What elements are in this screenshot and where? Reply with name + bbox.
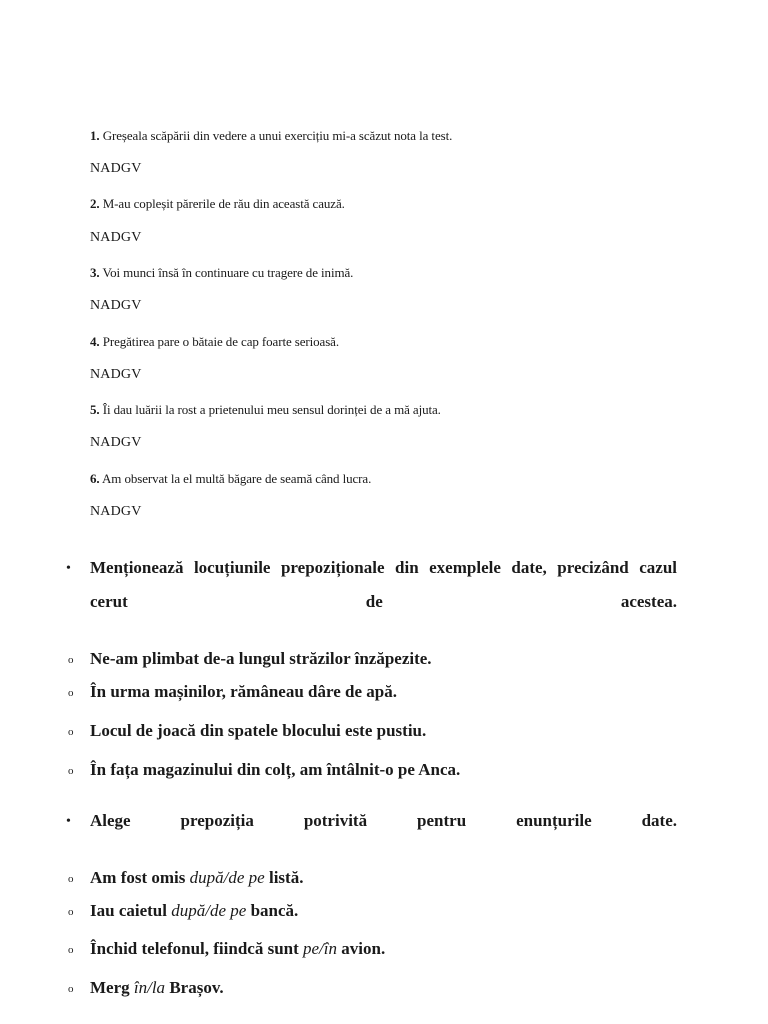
- exercise-3-code: NADGV: [90, 298, 142, 313]
- task2-item-3: Închid telefonul, fiindcă sunt pe/în avion.: [90, 939, 386, 958]
- bullet-icon: •: [66, 814, 71, 829]
- task1-instruction-line1: Menționează locuțiunile prepoziționale din exemplele date, precizând cazul: [90, 558, 677, 577]
- exercise-3: 3. Voi munci însă în continuare cu tragere de inimă.: [90, 265, 354, 280]
- task2-item-4: Merg în/la Brașov.: [90, 978, 224, 997]
- exercise-4-code: NADGV: [90, 367, 142, 382]
- exercise-2-code: NADGV: [90, 230, 142, 245]
- sub-bullet-icon: o: [68, 873, 74, 885]
- exercise-2: 2. M-au copleșit părerile de rău din această cauză.: [90, 196, 345, 211]
- exercise-6: 6. Am observat la el multă băgare de seamă când lucra.: [90, 471, 372, 486]
- bullet-icon: •: [66, 561, 71, 576]
- task2-instruction: Alege prepoziția potrivită pentru enunțurile date.: [90, 811, 677, 830]
- task1-item-3: Locul de joacă din spatele blocului este pustiu.: [90, 721, 427, 740]
- sub-bullet-icon: o: [68, 654, 74, 666]
- exercise-4: 4. Pregătirea pare o bătaie de cap foarte serioasă.: [90, 334, 339, 349]
- exercise-1-code: NADGV: [90, 161, 142, 176]
- task2-item-1: Am fost omis după/de pe listă.: [90, 868, 304, 887]
- sub-bullet-icon: o: [68, 983, 74, 995]
- task1-item-1: Ne-am plimbat de-a lungul străzilor înzăpezite.: [90, 649, 432, 668]
- exercise-6-code: NADGV: [90, 504, 142, 519]
- sub-bullet-icon: o: [68, 726, 74, 738]
- exercise-5-code: NADGV: [90, 435, 142, 450]
- exercise-1: 1. Greșeala scăpării din vedere a unui exercițiu mi-a scăzut nota la test.: [90, 128, 453, 143]
- exercise-5: 5. Îi dau luării la rost a prietenului meu sensul dorinței de a mă ajuta.: [90, 402, 441, 417]
- sub-bullet-icon: o: [68, 906, 74, 918]
- task1-item-2: În urma mașinilor, rămâneau dâre de apă.: [90, 682, 397, 701]
- task1-item-4: În fața magazinului din colț, am întâlnit-o pe Anca.: [90, 760, 461, 779]
- task2-item-2: Iau caietul după/de pe bancă.: [90, 901, 299, 920]
- task1-instruction-line2: cerut de acestea.: [90, 592, 677, 611]
- sub-bullet-icon: o: [68, 687, 74, 699]
- sub-bullet-icon: o: [68, 944, 74, 956]
- sub-bullet-icon: o: [68, 765, 74, 777]
